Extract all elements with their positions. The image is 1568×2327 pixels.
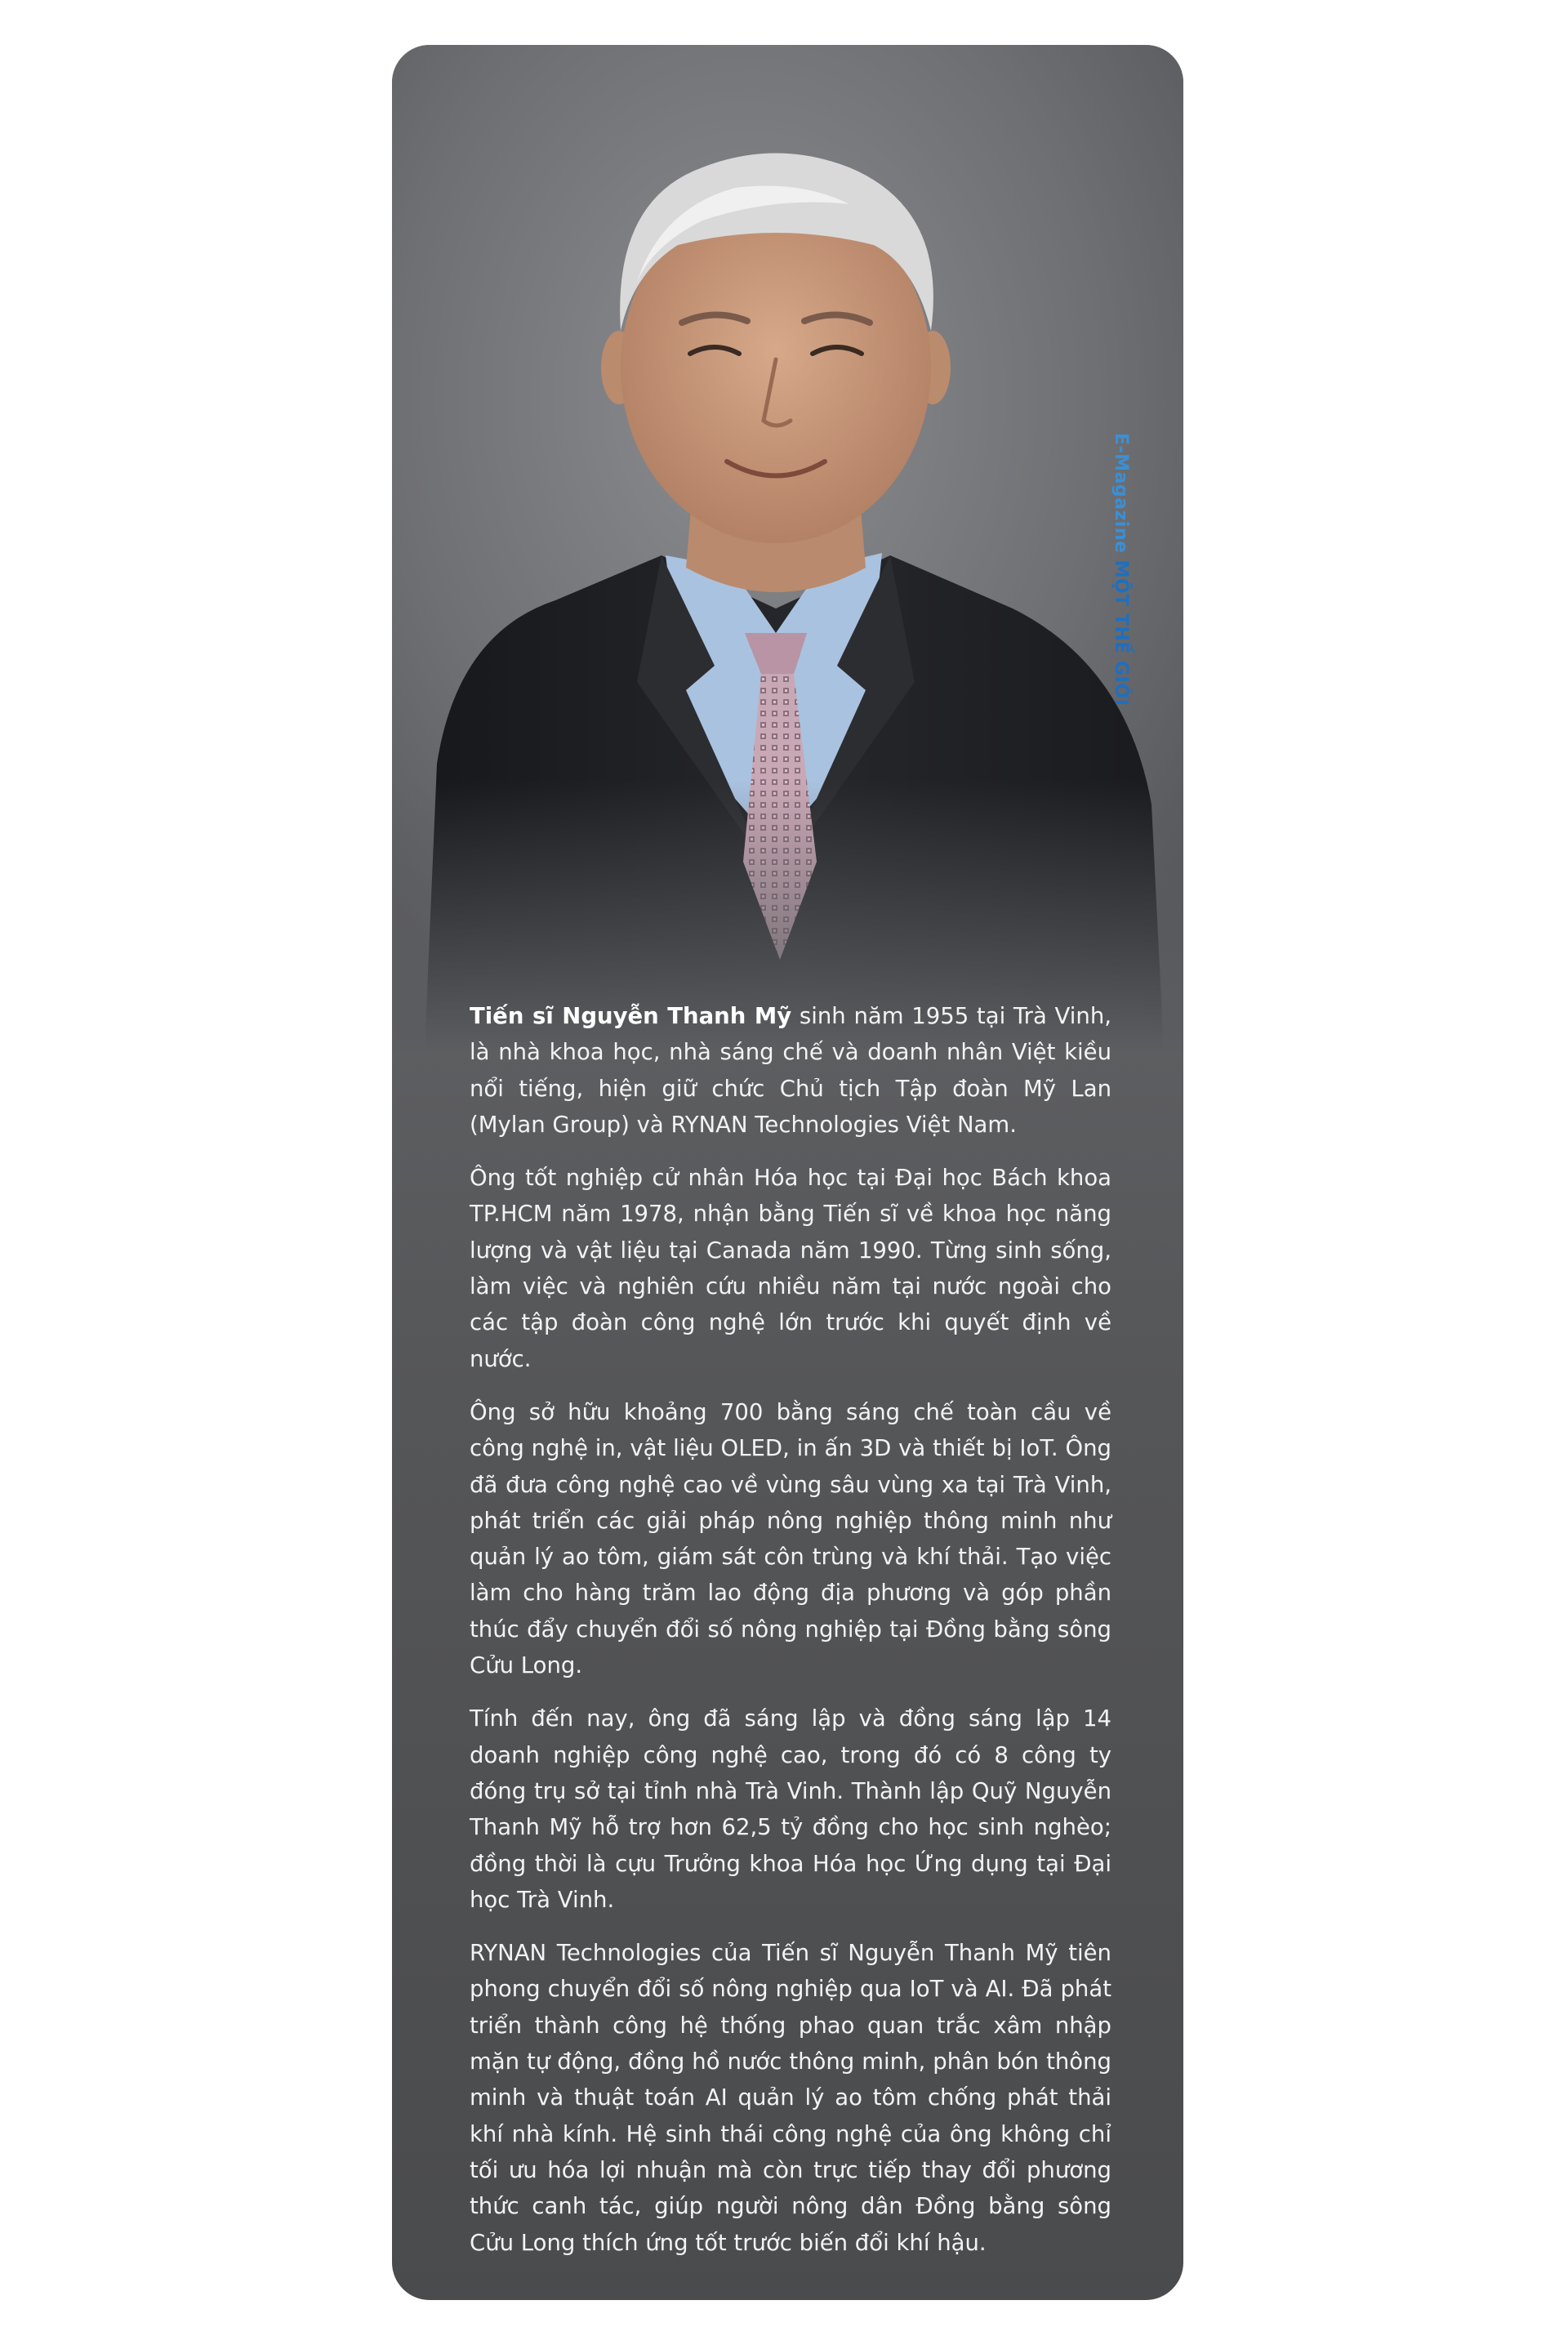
bio-paragraph-2: Ông tốt nghiệp cử nhân Hóa học tại Đại học Bách khoa TP.HCM năm 1978, nhận bằng Tiến sĩ về khoa học năng lượng và vật liệu tại Canada năm 1990. Từng sinh sống, làm việc và nghiên cứu nhiều năm tại nước ngoài cho các tập đoàn công nghệ lớn trước khi quyết định về nước. (470, 1165, 1111, 1372)
watermark-text (1111, 433, 1131, 707)
bio-paragraph-1 (470, 998, 1111, 1143)
bio-paragraph-4: Tính đến nay, ông đã sáng lập và đồng sáng lập 14 doanh nghiệp công nghệ cao, trong đó có 8 công ty đóng trụ sở tại tỉnh nhà Trà Vinh. Thành lập Quỹ Nguyễn Thanh Mỹ hỗ trợ hơn 62,5 tỷ đồng cho học sinh nghèo; đồng thời là cựu Trưởng khoa Hóa học Ứng dụng tại Đại học Trà Vinh. (470, 1705, 1111, 1913)
watermark-brand: MỘT THẾ GIỚI (1111, 559, 1131, 707)
bio-paragraph-3: Ông sở hữu khoảng 700 bằng sáng chế toàn cầu về công nghệ in, vật liệu OLED, in ấn 3D và thiết bị IoT. Ông đã đưa công nghệ cao về vùng sâu vùng xa tại Trà Vinh, phát triển các giải pháp nông nghiệp thông minh như quản lý ao tôm, giám sát côn trùng và khí thải. Tạo việc làm cho hàng trăm lao động địa phương và góp phần thúc đẩy chuyển đổi số nông nghiệp tại Đồng bằng sông Cửu Long. (470, 1398, 1111, 1679)
biography-text (470, 998, 1111, 2278)
watermark-prefix: E-Magazine (1111, 433, 1131, 560)
portrait-photo (392, 45, 1183, 1050)
bio-paragraph-5: RYNAN Technologies của Tiến sĩ Nguyễn Thanh Mỹ tiên phong chuyển đổi số nông nghiệp qua IoT và AI. Đã phát triển thành công hệ thống phao quan trắc xâm nhập mặn tự động, đồng hồ nước thông minh, phân bón thông minh và thuật toán AI quản lý ao tôm chống phát thải khí nhà kính. Hệ sinh thái công nghệ của ông không chỉ tối ưu hóa lợi nhuận mà còn trực tiếp thay đổi phương thức canh tác, giúp người nông dân Đồng bằng sông Cửu Long thích ứng tốt trước biến đổi khí hậu. (470, 1940, 1111, 2256)
magazine-watermark (1111, 433, 1143, 719)
bio-paragraph-1-text: sinh năm 1955 tại Trà Vinh, là nhà khoa học, nhà sáng chế và doanh nhân Việt kiều nổi tiếng, hiện giữ chức Chủ tịch Tập đoàn Mỹ Lan (Mylan Group) và RYNAN Technologies Việt Nam. (470, 1003, 1112, 1138)
bio-subject-name: Tiến sĩ Nguyễn Thanh Mỹ (470, 1003, 792, 1029)
